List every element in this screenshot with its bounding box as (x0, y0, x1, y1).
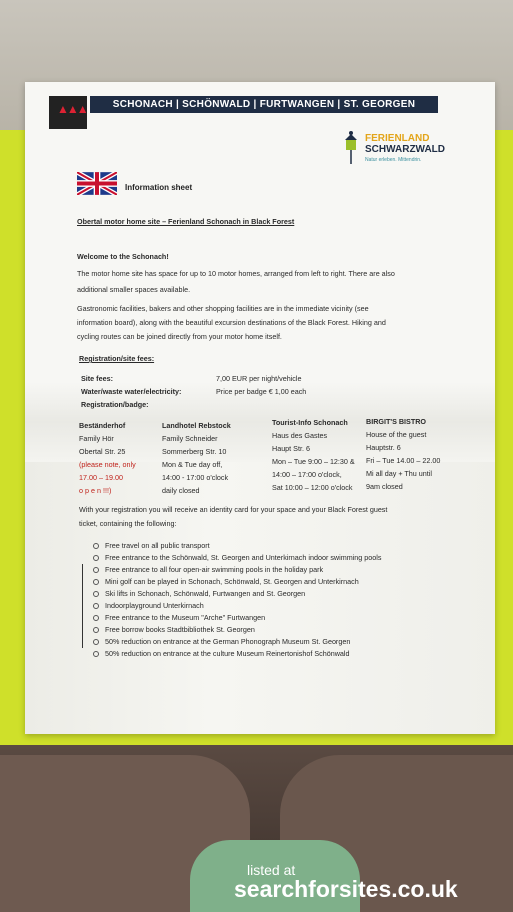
paper-lower-half (25, 462, 495, 734)
place-line: Fri – Tue 14.00 – 22.00 (366, 456, 441, 465)
bullet-icon (93, 615, 99, 621)
benefit-item: Mini golf can be played in Schonach, Schönwald, St. Georgen and Unterkirnach (93, 577, 359, 586)
benefit-item: Free entrance to all four open-air swimming pools in the holiday park (93, 565, 323, 574)
place-line: o p e n !!!) (79, 486, 112, 495)
place-line: 14:00 – 17:00 o'clock, (272, 470, 342, 479)
fee-value: Price per badge € 1,00 each (216, 387, 307, 396)
place-name: Landhotel Rebstock (162, 421, 231, 430)
place-line: Mi all day + Thu until (366, 469, 432, 478)
bullet-icon (93, 603, 99, 609)
fee-label: Water/waste water/electricity: (81, 387, 182, 396)
bullet-icon (93, 639, 99, 645)
logo-title-line2: SCHWARZWALD (365, 144, 445, 155)
benefit-item: Free travel on all public transport (93, 541, 210, 550)
place-line: Haupt Str. 6 (272, 444, 310, 453)
place-line: 9am closed (366, 482, 403, 491)
watermark-line2: searchforsites.co.uk (234, 876, 458, 902)
card-line: ticket, containing the following: (79, 519, 177, 528)
benefit-item: Free entrance to the Schönwald, St. Georgen and Unterkirnach indoor swimming pools (93, 553, 381, 562)
intro-line: additional smaller spaces available. (77, 285, 191, 294)
paragraph-line: Gastronomic facilities, bakers and other shopping facilities are in the immediate vicinity (see (77, 304, 369, 313)
fee-value: 7,00 EUR per night/vehicle (216, 374, 302, 383)
logo-mark-icon: ▲▲▲ (57, 102, 87, 116)
cuckoo-house-icon (343, 130, 359, 166)
information-sheet-paper (25, 82, 495, 734)
benefit-item: 50% reduction on entrance at the German Phonograph Museum St. Georgen (93, 637, 350, 646)
place-line: Sommerberg Str. 10 (162, 447, 227, 456)
uk-flag-icon (77, 172, 117, 195)
fee-label: Site fees: (81, 374, 113, 383)
place-name: Tourist-Info Schonach (272, 418, 348, 427)
place-line: Family Schneider (162, 434, 218, 443)
bullet-icon (93, 627, 99, 633)
registration-heading: Registration/site fees: (79, 354, 155, 363)
benefit-item: Ski lifts in Schonach, Schönwald, Furtwangen and St. Georgen (93, 589, 305, 598)
bullet-icon (93, 651, 99, 657)
paragraph-line: cycling routes can be joined directly from your motor home itself. (77, 332, 282, 341)
card-line: With your registration you will receive an identity card for your space and your Black Forest guest (79, 505, 388, 514)
fee-label: Registration/badge: (81, 400, 149, 409)
place-line: House of the guest (366, 430, 427, 439)
place-line: Haus des Gastes (272, 431, 328, 440)
place-line: Mon – Tue 9:00 – 12:30 & (272, 457, 355, 466)
logo-tagline: Natur erleben. Mittendrin. (365, 157, 422, 163)
benefit-item: Free borrow books Stadtbibliothek St. Georgen (93, 625, 255, 634)
schonach-logo (49, 96, 87, 129)
place-name: BIRGIT'S BISTRO (366, 417, 427, 426)
benefit-item: Free entrance to the Museum "Arche" Furtwangen (93, 613, 265, 622)
place-line: (please note, only (79, 460, 136, 469)
welcome-heading: Welcome to the Schonach! (77, 252, 169, 261)
intro-line: The motor home site has space for up to 10 motor homes, arranged from left to right. There are also (77, 269, 395, 278)
place-line: Mon & Tue day off, (162, 460, 223, 469)
place-line: Hauptstr. 6 (366, 443, 401, 452)
bullet-icon (93, 567, 99, 573)
document-subtitle: Obertal motor home site – Ferienland Schonach in Black Forest (77, 217, 295, 226)
page-title: Information sheet (125, 183, 193, 192)
bullet-icon (93, 543, 99, 549)
place-line: daily closed (162, 486, 200, 495)
benefit-item: 50% reduction on entrance at the culture Museum Reinertonishof Schönwald (93, 649, 350, 658)
place-line: Obertal Str. 25 (79, 447, 126, 456)
bullet-icon (93, 579, 99, 585)
ferienland-logo (343, 130, 443, 170)
bullet-icon (93, 555, 99, 561)
place-line: Family Hör (79, 434, 114, 443)
towns-banner: SCHONACH | SCHÖNWALD | FURTWANGEN | ST. GEORGEN (90, 96, 438, 113)
place-line: Sat 10:00 – 12:00 o'clock (272, 483, 353, 492)
place-line: 14:00 - 17:00 o'clock (162, 473, 229, 482)
paragraph-line: information board), along with the beautiful excursion destinations of the Black Forest. Hiking and (77, 318, 386, 327)
logo-title-line1: FERIENLAND (365, 133, 430, 144)
bullet-icon (93, 591, 99, 597)
margin-line (82, 564, 83, 648)
benefit-item: Indoorplayground Unterkirnach (93, 601, 204, 610)
watermark-line1: listed at (247, 862, 296, 878)
place-line: 17.00 – 19.00 (79, 473, 123, 482)
place-name: Beständerhof (79, 421, 126, 430)
